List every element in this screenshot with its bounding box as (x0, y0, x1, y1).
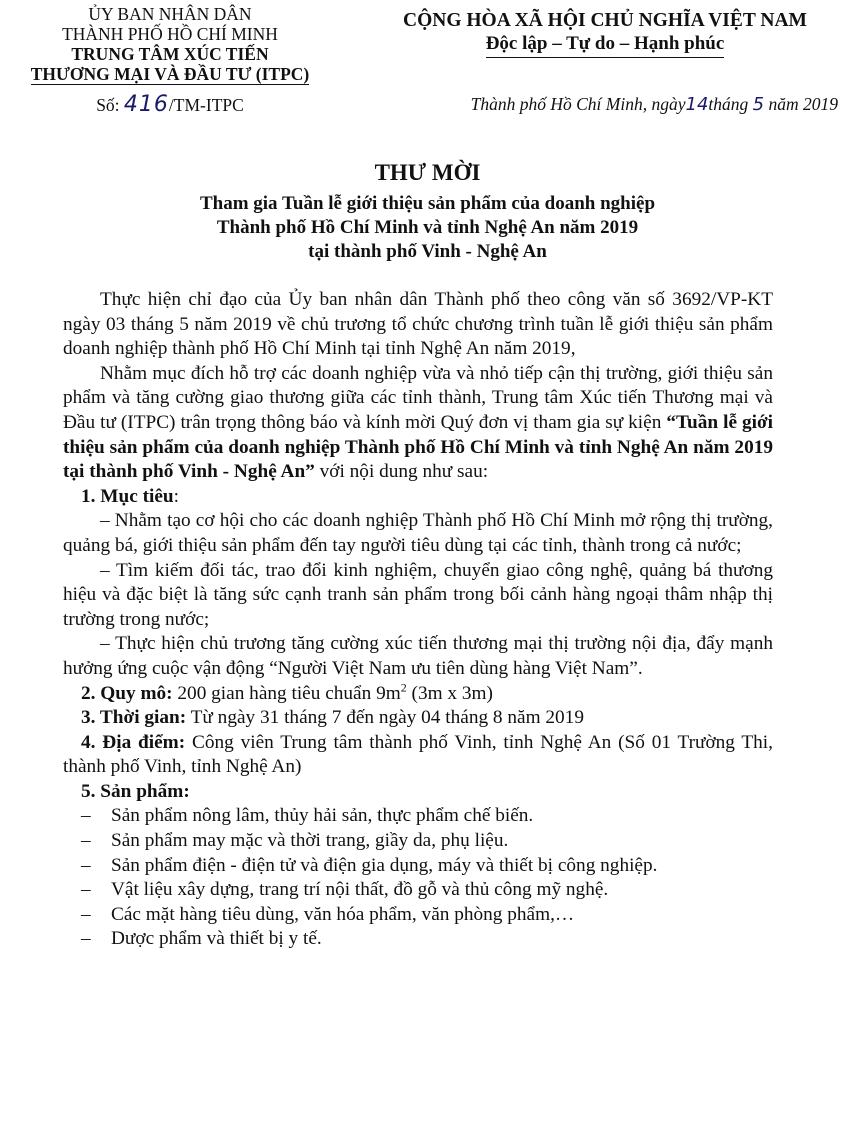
date-line (378, 94, 838, 115)
document-title: THƯ MỜI (374, 160, 481, 185)
agency-line-1: ỦY BAN NHÂN DÂN (88, 4, 252, 24)
agency-line-3: TRUNG TÂM XÚC TIẾN (71, 44, 269, 64)
nation-name: CỘNG HÒA XÃ HỘI CHỦ NGHĨA VIỆT NAM (403, 10, 807, 31)
dash-marker: – (81, 903, 91, 925)
subtitle-line-3: tại thành phố Vinh - Nghệ An (308, 241, 547, 262)
document-subtitle (60, 192, 795, 264)
date-mid: tháng (708, 94, 749, 114)
section-location (63, 731, 773, 780)
location-label: 4. Địa điểm: (81, 731, 186, 753)
paragraph-directive: Thực hiện chỉ đạo của Ủy ban nhân dân Thành phố theo công văn số 3692/VP-KT ngày 03 tháng 5 năm 2019 về chủ trương tổ chức chương trình tuần lễ giới thiệu sản phẩm doanh nghiệp thành phố Hồ Chí Minh tại tỉnh Nghệ An năm 2019, (63, 289, 773, 360)
objective-item: – Nhằm tạo cơ hội cho các doanh nghiệp Thành phố Hồ Chí Minh mở rộng thị trường, quảng bá, giới thiệu sản phẩm đến tay người tiêu dùng tại các tỉnh, thành trong cả nước; (63, 510, 773, 556)
section-products-heading (63, 780, 773, 805)
scale-label: 2. Quy mô: (81, 682, 173, 704)
paragraph-invitation (63, 362, 773, 485)
scale-tail: (3m x 3m) (406, 682, 493, 704)
ref-prefix: Số: (96, 95, 120, 115)
section-time (63, 706, 773, 731)
product-text: Sản phẩm điện - điện tử và điện gia dụng, máy và thiết bị công nghiệp. (111, 854, 658, 876)
scale-text: 200 gian hàng tiêu chuẩn 9m (172, 682, 401, 704)
section-objectives-heading (63, 485, 773, 510)
product-text: Dược phẩm và thiết bị y tế. (111, 928, 322, 950)
product-item (63, 927, 773, 952)
time-text: Từ ngày 31 tháng 7 đến ngày 04 tháng 8 năm 2019 (186, 707, 584, 729)
invitation-tail: với nội dung như sau: (314, 461, 489, 483)
subtitle-line-1: Tham gia Tuần lễ giới thiệu sản phẩm của doanh nghiệp (199, 193, 656, 214)
dash-marker: – (81, 879, 91, 901)
date-prefix: Thành phố Hồ Chí Minh, ngày (470, 94, 686, 114)
product-item (63, 804, 773, 829)
date-day-handwritten: 14 (685, 94, 709, 115)
product-item (63, 903, 773, 928)
product-text: Các mặt hàng tiêu dùng, văn hóa phẩm, văn phòng phẩm,… (111, 903, 575, 925)
product-text: Sản phẩm may mặc và thời trang, giầy da, phụ liệu. (111, 830, 509, 852)
time-label: 3. Thời gian: (81, 707, 187, 729)
location-text: Công viên Trung tâm thành phố Vinh, tỉnh Nghệ An (Số 01 Trường Thi, thành phố Vinh, tỉnh Nghệ An) (63, 731, 773, 778)
date-suffix: năm 2019 (768, 94, 838, 114)
invitation-text: Nhằm mục đích hỗ trợ các doanh nghiệp vừa và nhỏ tiếp cận thị trường, giới thiệu sản phẩm và tăng cường giao thương giữa các tỉnh thành, Trung tâm Xúc tiến Thương mại và Đầu tư (ITPC) trân trọng thông báo và kính mời Quý đơn vị tham gia sự kiện (63, 362, 773, 433)
letter-body (63, 288, 773, 952)
date-month-handwritten: 5 (752, 94, 765, 115)
reference-number (0, 92, 340, 117)
ref-suffix: /TM-ITPC (168, 95, 244, 115)
product-text: Sản phẩm nông lâm, thủy hải sản, thực phẩm chế biến. (111, 805, 534, 827)
product-text: Vật liệu xây dựng, trang trí nội thất, đồ gỗ và thủ công mỹ nghệ. (111, 879, 609, 901)
objective-item: – Tìm kiếm đối tác, trao đổi kinh nghiệm, chuyển giao công nghệ, quảng bá thương hiệu và đặc biệt là tăng sức cạnh tranh sản phẩm trong bối cảnh hàng ngoại thâm nhập thị trường trong nước; (63, 559, 773, 630)
agency-name: THƯƠNG MẠI VÀ ĐẦU TƯ (ITPC) (30, 64, 310, 84)
product-item (63, 829, 773, 854)
objectives-colon: : (173, 485, 179, 507)
national-motto: Độc lập – Tự do – Hạnh phúc (486, 32, 725, 58)
products-label: 5. Sản phẩm: (81, 780, 190, 802)
objectives-label: 1. Mục tiêu (81, 485, 174, 507)
product-item (63, 854, 773, 879)
subtitle-line-2: Thành phố Hồ Chí Minh và tỉnh Nghệ An năm 2019 (216, 217, 639, 238)
national-header (370, 10, 840, 58)
issuing-agency-block (0, 4, 340, 115)
section-scale (63, 682, 773, 707)
product-item (63, 878, 773, 903)
event-name: “Tuần lễ giới thiệu sản phẩm của doanh nghiệp Thành phố Hồ Chí Minh và tỉnh Nghệ An năm 2019 tại thành phố Vinh - Nghệ An” (63, 411, 773, 483)
ref-number-handwritten: 416 (123, 92, 169, 117)
dash-marker: – (81, 928, 91, 950)
agency-line-2: THÀNH PHỐ HỒ CHÍ MINH (62, 24, 278, 44)
dash-marker: – (81, 830, 91, 852)
dash-marker: – (81, 854, 91, 876)
objective-item: – Thực hiện chủ trương tăng cường xúc tiến thương mại thị trường nội địa, đẩy mạnh hưởng ứng cuộc vận động “Người Việt Nam ưu tiên dùng hàng Việt Nam”. (63, 633, 773, 679)
dash-marker: – (81, 805, 91, 827)
scale-superscript: 2 (400, 680, 407, 695)
agency-line-4 (0, 64, 340, 85)
